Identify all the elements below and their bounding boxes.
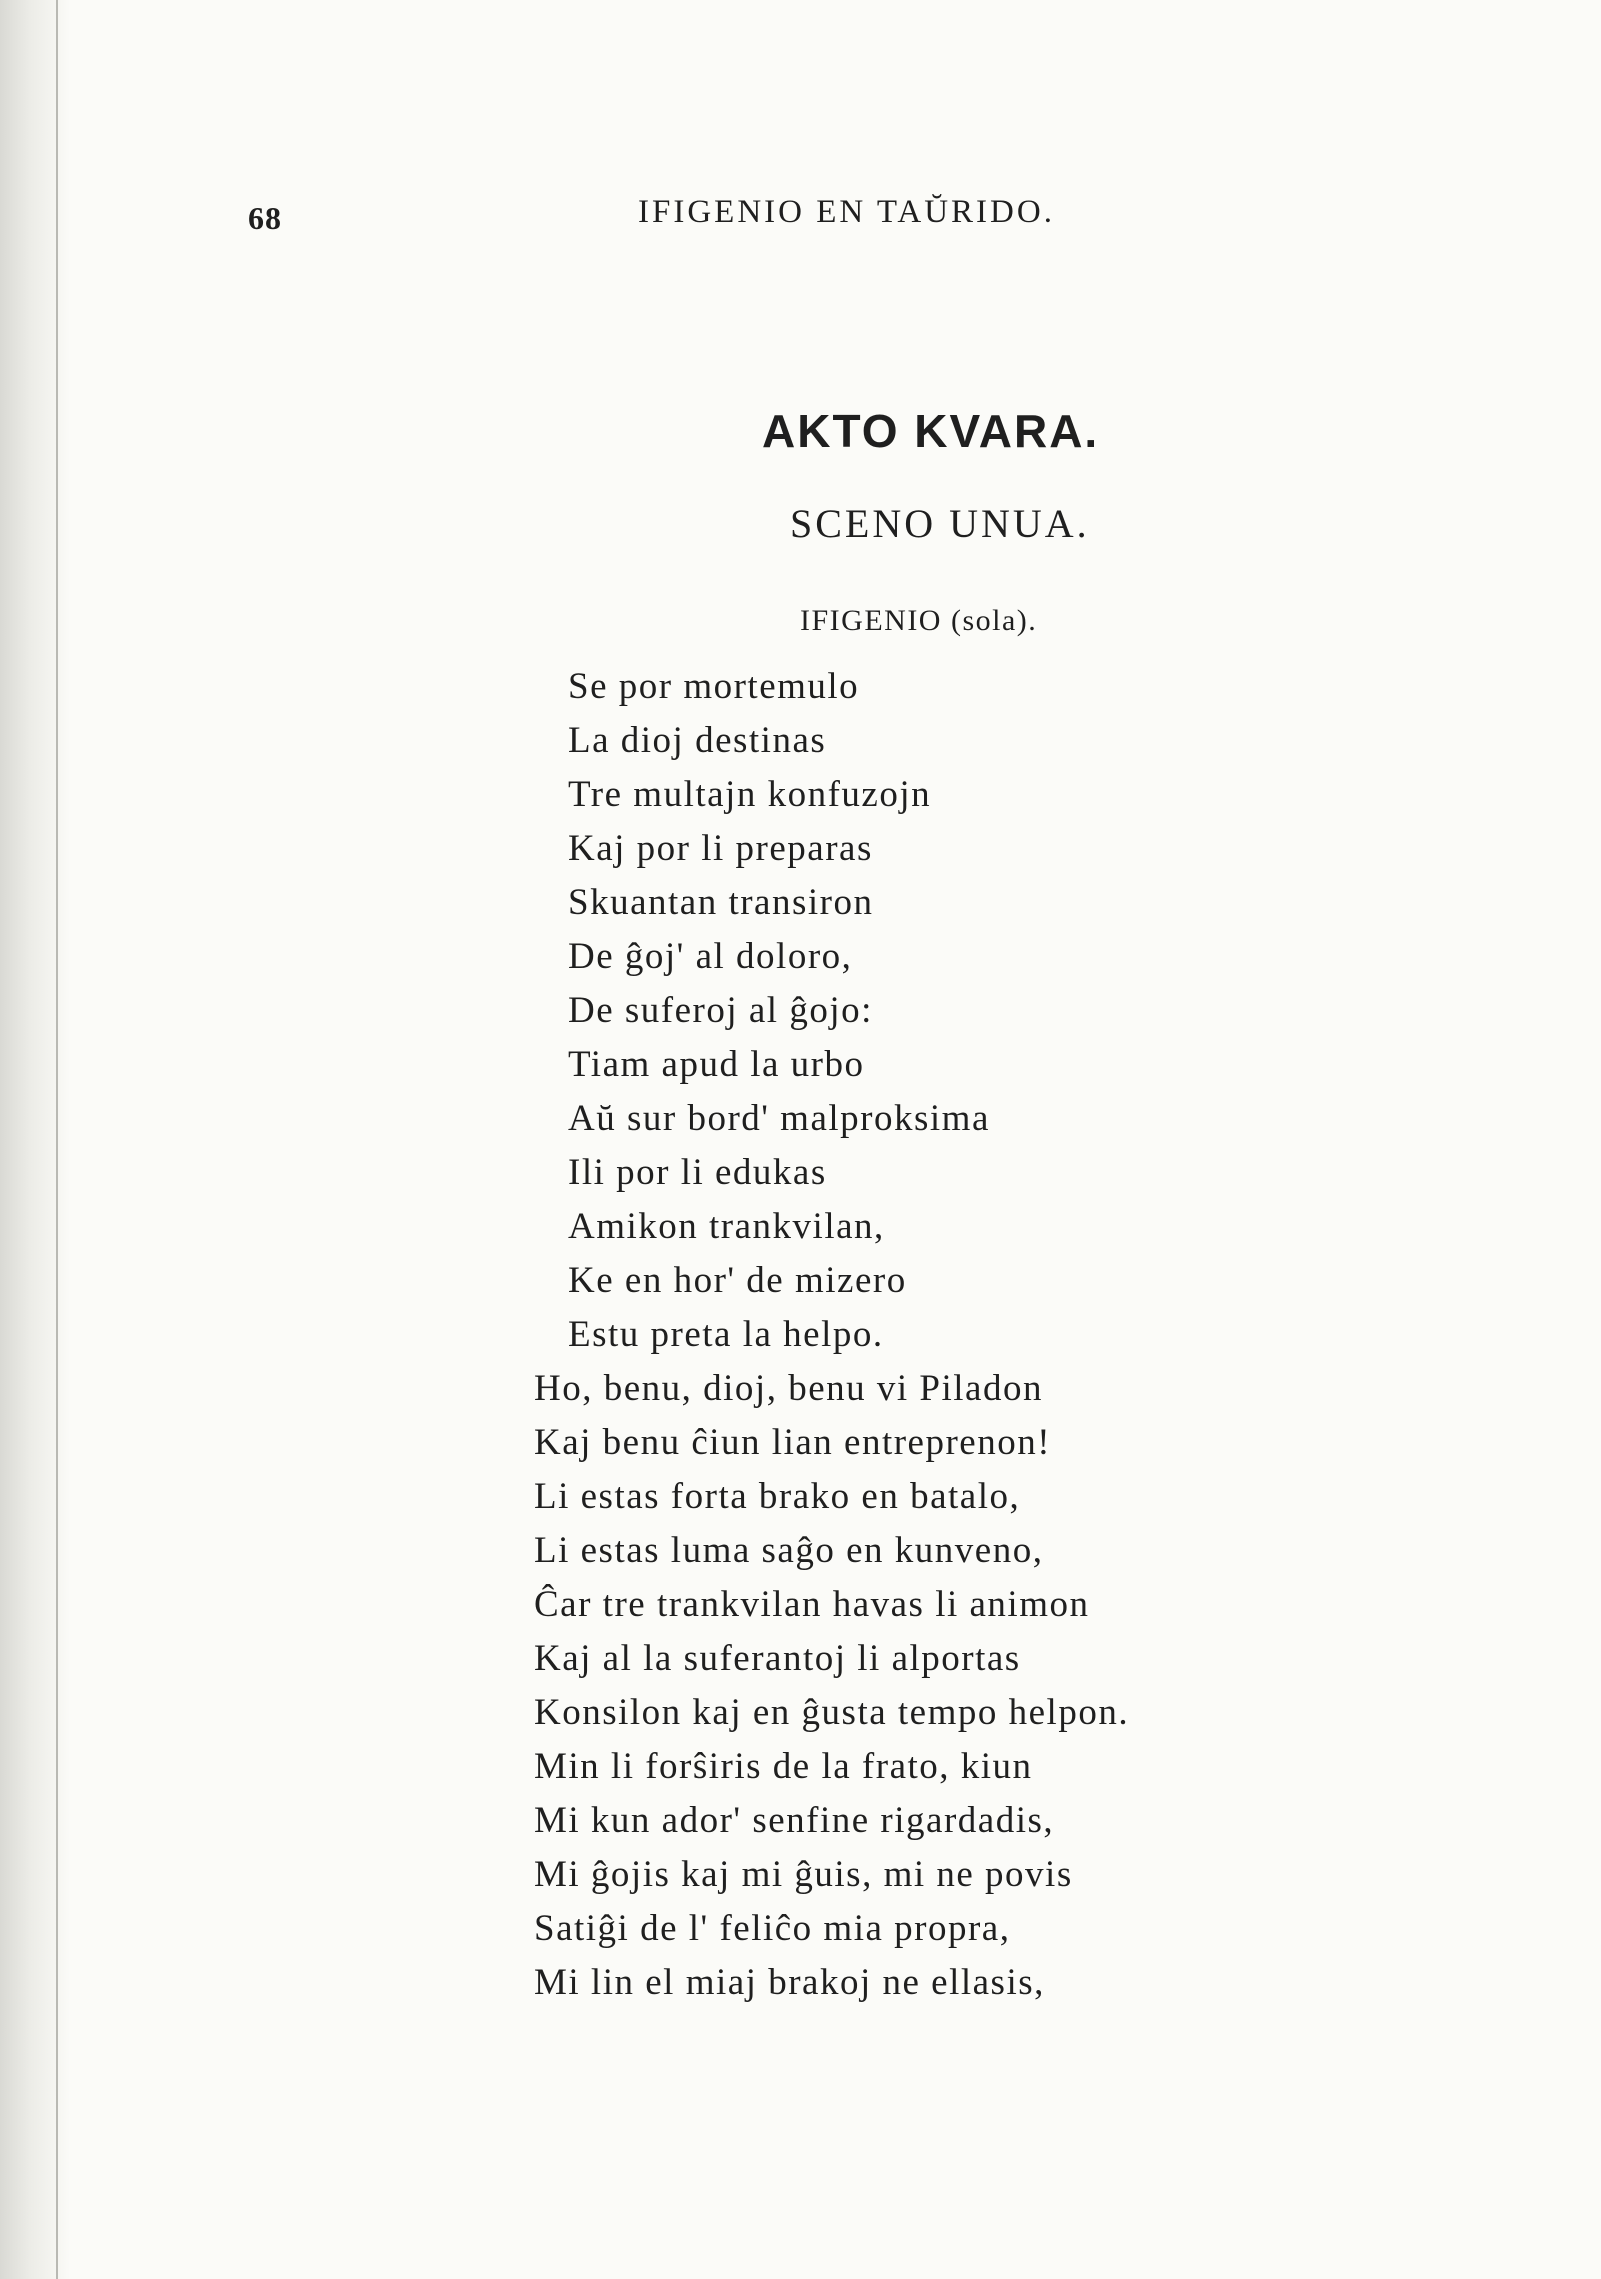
page-gutter-line — [56, 0, 58, 2279]
verse-line: Ke en hor' de mizero — [568, 1260, 907, 1301]
verse-line: Skuantan transiron — [568, 882, 874, 923]
running-head: IFIGENIO EN TAŬRIDO. — [638, 194, 1055, 230]
page-number: 68 — [248, 200, 282, 236]
verse-line: Se por mortemulo — [568, 666, 860, 707]
verse-line: Kaj benu ĉiun lian entreprenon! — [534, 1422, 1052, 1463]
verse-line: De ĝoj' al doloro, — [568, 936, 853, 977]
verse-line: Amikon trankvilan, — [568, 1206, 885, 1247]
scene-title: SCENO UNUA. — [790, 501, 1090, 546]
verse-line: Konsilon kaj en ĝusta tempo helpon. — [534, 1692, 1130, 1733]
page-binding-edge — [0, 0, 70, 2279]
verse-line: Ili por li edukas — [568, 1152, 827, 1193]
verse-line: Kaj por li preparas — [568, 828, 873, 869]
verse-line: Mi ĝojis kaj mi ĝuis, mi ne povis — [534, 1854, 1073, 1895]
verse-line: Ho, benu, dioj, benu vi Piladon — [534, 1368, 1043, 1409]
speaker-direction: IFIGENIO (sola). — [800, 604, 1038, 637]
verse-line: Tre multajn konfuzojn — [568, 774, 932, 815]
verse-line: Estu preta la helpo. — [568, 1314, 884, 1355]
verse-line: Ĉar tre trankvilan havas li animon — [534, 1584, 1090, 1625]
act-title: AKTO KVARA. — [762, 405, 1100, 457]
verse-line: La dioj destinas — [568, 720, 827, 761]
verse-line: Min li forŝiris de la frato, kiun — [534, 1746, 1033, 1787]
verse-line: Li estas luma saĝo en kunveno, — [534, 1530, 1044, 1571]
verse-line: Li estas forta brako en batalo, — [534, 1476, 1021, 1517]
verse-line: Kaj al la suferantoj li alportas — [534, 1638, 1021, 1679]
verse-line: Satiĝi de l' feliĉo mia propra, — [534, 1908, 1011, 1949]
verse-line: Tiam apud la urbo — [568, 1044, 865, 1085]
verse-line: De suferoj al ĝojo: — [568, 990, 873, 1031]
verse-line: Mi kun ador' senfine rigardadis, — [534, 1800, 1055, 1841]
verse-line: Aŭ sur bord' malproksima — [568, 1098, 990, 1139]
verse-line: Mi lin el miaj brakoj ne ellasis, — [534, 1962, 1045, 2003]
